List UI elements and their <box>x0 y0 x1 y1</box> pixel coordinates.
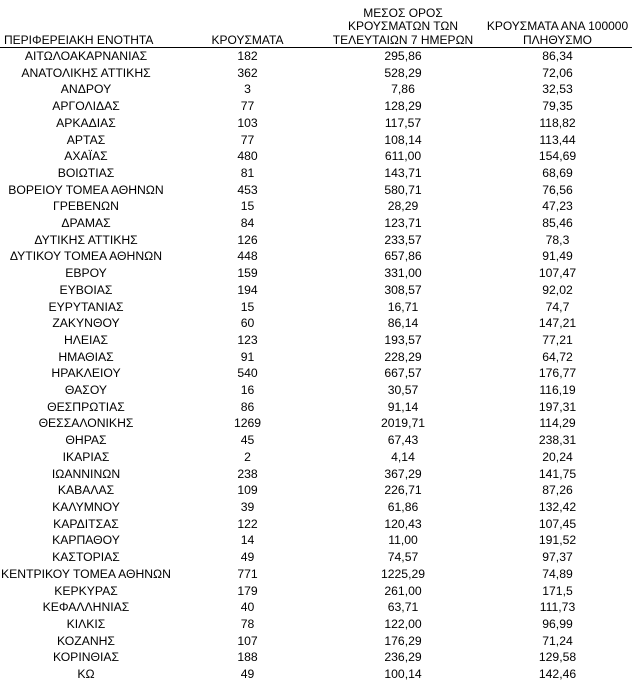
cell-per100k: 91,49 <box>542 249 573 264</box>
table-row <box>0 415 632 432</box>
cell-region: ΙΩΑΝΝΙΝΩΝ <box>51 466 121 481</box>
cell-cases: 179 <box>237 583 258 598</box>
cell-per100k: 32,53 <box>542 82 573 97</box>
cell-region: ΚΕΝΤΡΙΚΟΥ ΤΟΜΕΑ ΑΘΗΝΩΝ <box>1 566 171 581</box>
table-row <box>0 482 632 499</box>
cell-cases: 123 <box>237 332 258 347</box>
cell-avg7: 91,14 <box>387 399 419 414</box>
cell-avg7: 123,71 <box>384 216 422 231</box>
cell-avg7: 261,00 <box>384 583 422 598</box>
table-row <box>0 599 632 616</box>
cell-cases: 15 <box>240 199 255 214</box>
cell-per100k: 86,34 <box>542 49 573 63</box>
cell-cases: 107 <box>237 633 258 648</box>
cell-region: ΑΡΓΟΛΙΔΑΣ <box>52 99 120 114</box>
cell-cases: 45 <box>240 433 255 448</box>
cell-avg7: 228,29 <box>384 349 422 364</box>
cell-per100k: 154,69 <box>538 149 577 164</box>
cell-per100k: 113,44 <box>539 132 576 147</box>
cell-avg7: 16,71 <box>387 299 419 314</box>
table-row <box>0 332 632 349</box>
cell-region: ΘΕΣΣΑΛΟΝΙΚΗΣ <box>38 416 134 431</box>
table-row <box>0 666 632 683</box>
cell-cases: 771 <box>237 566 258 581</box>
cell-avg7: 226,71 <box>384 483 422 498</box>
cell-cases: 77 <box>240 99 255 114</box>
cell-per100k: 171,5 <box>542 583 573 598</box>
cell-avg7: 1225,29 <box>380 566 426 581</box>
cell-avg7: 4,14 <box>391 449 415 464</box>
header-per100k-line: ΠΛΗΘΥΣΜΟ <box>522 32 593 47</box>
cell-cases: 77 <box>240 132 255 147</box>
cell-per100k: 92,02 <box>542 282 573 297</box>
cell-per100k: 74,89 <box>542 566 573 581</box>
header-per100k-line: ΚΡΟΥΣΜΑΤΑ ΑΝΑ 100000 <box>486 19 629 33</box>
cell-cases: 238 <box>237 466 258 481</box>
cell-per100k: 20,24 <box>542 449 573 464</box>
cell-per100k: 74,7 <box>545 299 570 314</box>
cell-avg7: 331,00 <box>384 266 422 281</box>
table-row <box>0 115 632 132</box>
cell-cases: 39 <box>240 499 255 514</box>
cell-region: ΚΙΛΚΙΣ <box>66 616 106 631</box>
cell-cases: 122 <box>237 516 258 531</box>
cell-region: ΚΟΡΙΝΘΙΑΣ <box>52 650 120 665</box>
cell-per100k: 68,69 <box>542 165 573 180</box>
table-row <box>0 365 632 382</box>
table-row <box>0 299 632 316</box>
table-row <box>0 499 632 516</box>
cell-region: ΚΑΒΑΛΑΣ <box>57 483 115 498</box>
cell-cases: 86 <box>240 399 255 414</box>
cell-per100k: 77,21 <box>542 332 573 347</box>
cell-avg7: 176,29 <box>384 633 422 648</box>
cell-region: ΑΝΔΡΟΥ <box>60 82 112 97</box>
table-row <box>0 265 632 282</box>
cell-per100k: 129,58 <box>538 650 577 665</box>
cell-avg7: 528,29 <box>384 65 422 80</box>
cell-per100k: 87,26 <box>542 483 573 498</box>
cell-per100k: 97,37 <box>542 550 573 565</box>
table-row <box>0 349 632 366</box>
cell-region: ΒΟΙΩΤΙΑΣ <box>57 165 115 180</box>
cell-avg7: 67,43 <box>387 433 419 448</box>
cell-avg7: 11,00 <box>388 533 418 548</box>
table-body <box>0 48 632 683</box>
cell-cases: 453 <box>237 182 258 197</box>
table-row <box>0 65 632 82</box>
cell-per100k: 197,31 <box>538 399 577 414</box>
cell-region: ΑΝΑΤΟΛΙΚΗΣ ΑΤΤΙΚΗΣ <box>21 65 151 80</box>
table-row <box>0 132 632 149</box>
cell-region: ΚΩ <box>77 667 95 682</box>
table-header <box>0 0 632 48</box>
cell-per100k: 116,19 <box>539 383 576 398</box>
table-row <box>0 232 632 249</box>
table-row <box>0 182 632 199</box>
cell-region: ΘΗΡΑΣ <box>65 433 107 448</box>
cell-avg7: 7,86 <box>391 82 415 97</box>
table-row <box>0 198 632 215</box>
cell-region: ΚΑΡΔΙΤΣΑΣ <box>53 516 119 531</box>
cell-avg7: 367,29 <box>384 466 422 481</box>
cell-avg7: 657,86 <box>384 249 422 264</box>
table-row <box>0 583 632 600</box>
cell-region: ΑΧΑΪΑΣ <box>64 149 108 164</box>
header-avg7 <box>323 0 483 48</box>
cell-cases: 159 <box>237 266 258 281</box>
cell-region: ΗΛΕΙΑΣ <box>63 332 109 347</box>
cell-region: ΔΥΤΙΚΗΣ ΑΤΤΙΚΗΣ <box>34 232 138 247</box>
header-avg7-line: ΜΕΣΟΣ ΟΡΟΣ <box>363 5 443 20</box>
cell-per100k: 142,46 <box>538 667 577 682</box>
cell-region: ΚΕΡΚΥΡΑΣ <box>54 583 118 598</box>
table-row <box>0 432 632 449</box>
cell-cases: 126 <box>237 232 258 247</box>
cell-region: ΔΥΤΙΚΟΥ ΤΟΜΕΑ ΑΘΗΝΩΝ <box>9 249 163 264</box>
cell-avg7: 236,29 <box>384 650 422 665</box>
table-row <box>0 98 632 115</box>
table-row <box>0 215 632 232</box>
cell-per100k: 147,21 <box>538 316 577 331</box>
cell-per100k: 238,31 <box>538 433 577 448</box>
cell-region: ΔΡΑΜΑΣ <box>61 216 111 231</box>
cell-region: ΓΡΕΒΕΝΩΝ <box>53 199 119 214</box>
cell-region: ΑΡΚΑΔΙΑΣ <box>56 115 116 130</box>
table-row <box>0 315 632 332</box>
cell-per100k: 132,42 <box>538 499 577 514</box>
table-row <box>0 399 632 416</box>
table-row <box>0 616 632 633</box>
table-row <box>0 516 632 533</box>
cell-cases: 188 <box>237 650 258 665</box>
cell-cases: 40 <box>240 600 255 615</box>
cell-region: ΚΑΡΠΑΘΟΥ <box>52 533 120 548</box>
cell-per100k: 114,29 <box>539 416 576 431</box>
cell-avg7: 667,57 <box>384 366 422 381</box>
cell-avg7: 63,71 <box>387 600 419 615</box>
cell-per100k: 191,52 <box>538 533 577 548</box>
cell-cases: 2 <box>244 449 251 464</box>
cell-per100k: 78,3 <box>545 232 570 247</box>
cell-cases: 194 <box>237 282 258 297</box>
cell-per100k: 107,47 <box>538 266 577 281</box>
header-avg7-line: ΚΡΟΥΣΜΑΤΩΝ ΤΩΝ <box>347 19 459 33</box>
cell-per100k: 79,35 <box>542 99 573 114</box>
table-row <box>0 248 632 265</box>
cell-avg7: 295,86 <box>384 49 422 63</box>
cell-per100k: 107,45 <box>538 516 577 531</box>
cell-cases: 1269 <box>233 416 262 431</box>
cell-avg7: 233,57 <box>384 232 422 247</box>
cell-per100k: 47,23 <box>542 199 573 214</box>
cell-avg7: 128,29 <box>384 99 422 114</box>
header-region: ΠΕΡΙΦΕΡΕΙΑΚΗ ΕΝΟΤΗΤΑ <box>0 0 172 48</box>
cell-cases: 540 <box>237 366 258 381</box>
header-per100k <box>483 0 632 48</box>
cell-avg7: 86,14 <box>387 316 419 331</box>
cell-avg7: 580,71 <box>384 182 422 197</box>
table-row <box>0 466 632 483</box>
cell-avg7: 120,43 <box>384 516 422 531</box>
cell-per100k: 118,82 <box>539 115 576 130</box>
cell-region: ΗΜΑΘΙΑΣ <box>58 349 114 364</box>
cell-region: ΕΥΒΟΙΑΣ <box>59 282 113 297</box>
cell-per100k: 85,46 <box>542 216 573 231</box>
table-row <box>0 566 632 583</box>
cell-region: ΘΑΣΟΥ <box>64 383 108 398</box>
table-row <box>0 48 632 65</box>
cell-cases: 78 <box>240 616 255 631</box>
cell-avg7: 122,00 <box>384 616 422 631</box>
table-row <box>0 549 632 566</box>
cell-avg7: 74,57 <box>387 550 419 565</box>
cell-avg7: 117,57 <box>384 115 422 130</box>
table-row <box>0 382 632 399</box>
cell-cases: 480 <box>237 149 258 164</box>
cell-avg7: 108,14 <box>384 132 422 147</box>
table-row <box>0 282 632 299</box>
cell-avg7: 30,57 <box>387 383 419 398</box>
cell-per100k: 72,06 <box>542 65 573 80</box>
cell-cases: 103 <box>237 115 258 130</box>
cell-per100k: 176,77 <box>538 366 577 381</box>
cell-cases: 14 <box>240 533 255 548</box>
cell-per100k: 64,72 <box>542 349 573 364</box>
cell-region: ΑΙΤΩΛΟΑΚΑΡΝΑΝΙΑΣ <box>24 49 148 63</box>
cell-per100k: 141,75 <box>538 466 577 481</box>
cell-cases: 448 <box>237 249 258 264</box>
header-avg7-line: ΤΕΛΕΥΤΑΙΩΝ 7 ΗΜΕΡΩΝ <box>332 32 474 47</box>
table-row <box>0 165 632 182</box>
table-row <box>0 532 632 549</box>
cell-region: ΕΒΡΟΥ <box>65 266 107 281</box>
cell-cases: 15 <box>240 299 255 314</box>
cell-avg7: 143,71 <box>384 165 422 180</box>
table-row <box>0 633 632 650</box>
cell-cases: 84 <box>240 216 255 231</box>
header-row <box>0 0 632 48</box>
cell-avg7: 193,57 <box>384 332 422 347</box>
cell-cases: 49 <box>240 667 255 682</box>
cell-region: ΒΟΡΕΙΟΥ ΤΟΜΕΑ ΑΘΗΝΩΝ <box>8 182 164 197</box>
table-row <box>0 649 632 666</box>
cell-region: ΑΡΤΑΣ <box>66 132 106 147</box>
cell-cases: 49 <box>240 550 255 565</box>
cell-per100k: 76,56 <box>542 182 573 197</box>
cell-avg7: 61,86 <box>387 499 419 514</box>
cell-per100k: 111,73 <box>539 600 576 615</box>
cell-cases: 91 <box>240 349 255 364</box>
cell-per100k: 71,24 <box>542 633 573 648</box>
cell-avg7: 100,14 <box>384 667 422 682</box>
cell-region: ΘΕΣΠΡΩΤΙΑΣ <box>47 399 125 414</box>
cell-region: ΚΟΖΑΝΗΣ <box>57 633 115 648</box>
cell-cases: 109 <box>237 483 258 498</box>
cell-cases: 16 <box>240 383 255 398</box>
cell-region: ΖΑΚΥΝΘΟΥ <box>52 316 120 331</box>
cell-region: ΚΑΛΥΜΝΟΥ <box>52 499 120 514</box>
cell-cases: 81 <box>240 165 255 180</box>
cell-region: ΚΑΣΤΟΡΙΑΣ <box>52 550 120 565</box>
table-row <box>0 449 632 466</box>
table-row <box>0 148 632 165</box>
header-cases: ΚΡΟΥΣΜΑΤΑ <box>172 0 323 48</box>
cell-cases: 60 <box>240 316 255 331</box>
cell-cases: 3 <box>244 82 251 97</box>
cell-avg7: 28,29 <box>387 199 419 214</box>
cell-cases: 182 <box>237 49 258 63</box>
cell-region: ΕΥΡΥΤΑΝΙΑΣ <box>48 299 124 314</box>
cell-region: ΙΚΑΡΙΑΣ <box>62 449 110 464</box>
cell-avg7: 308,57 <box>384 282 422 297</box>
table-row <box>0 81 632 98</box>
cell-per100k: 96,99 <box>542 616 573 631</box>
cell-avg7: 611,00 <box>384 149 422 164</box>
cell-cases: 362 <box>237 65 258 80</box>
cell-region: ΗΡΑΚΛΕΙΟΥ <box>51 366 121 381</box>
cell-region: ΚΕΦΑΛΛΗΝΙΑΣ <box>42 600 130 615</box>
cell-avg7: 2019,71 <box>380 416 426 431</box>
